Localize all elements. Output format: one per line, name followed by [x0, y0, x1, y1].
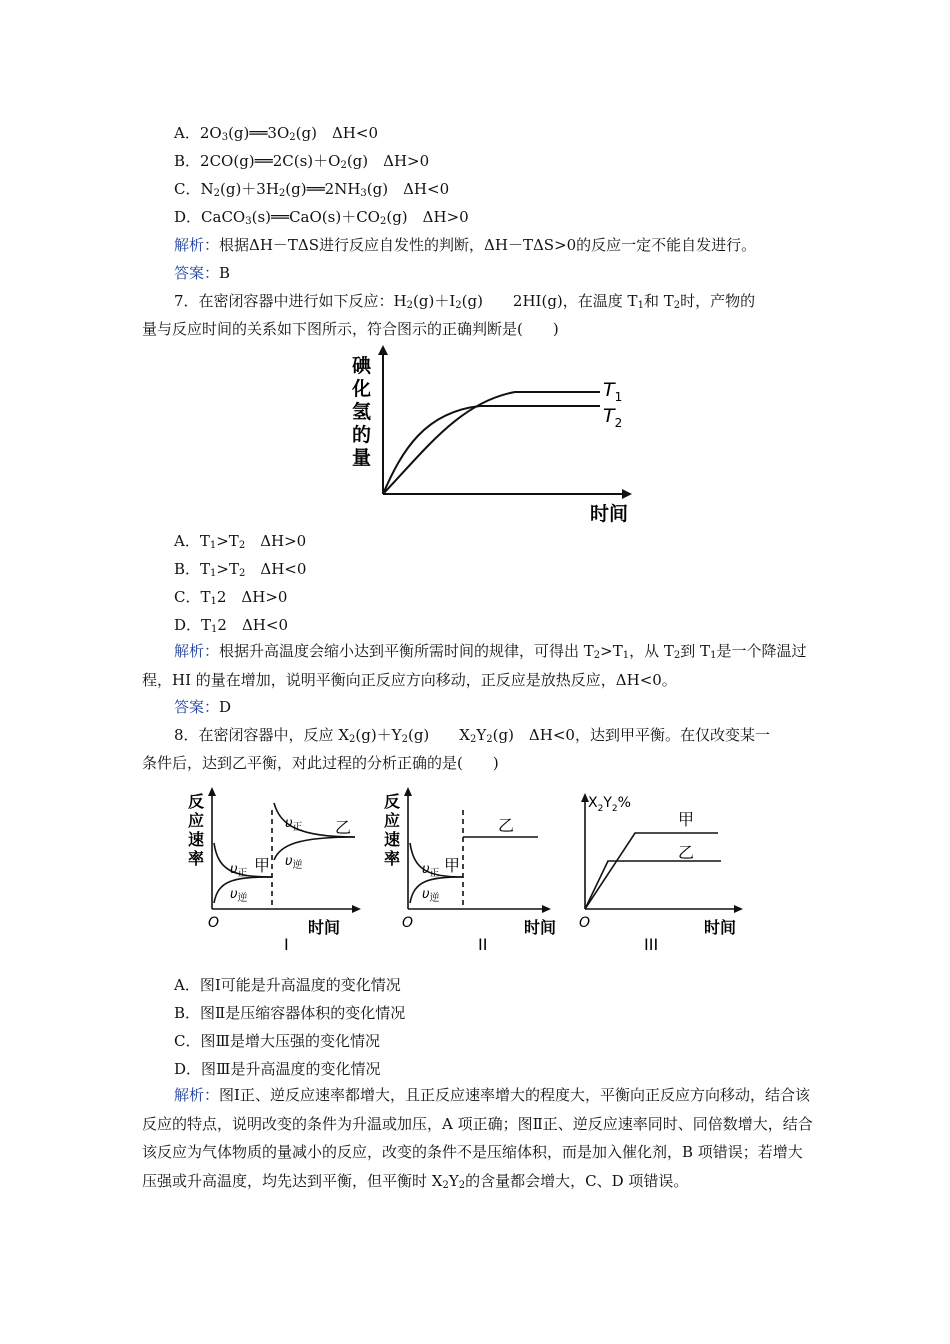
- q8-c1-roman: I: [284, 935, 289, 954]
- q8-c3-jia: 甲: [678, 810, 695, 829]
- q7-ylabel-3: 氢: [352, 401, 372, 423]
- q7-stem-line1: 7．在密闭容器中进行如下反应：$H_2(g)+I_2(g)$ 2HI(g)，在温度 $T_1$和 $T_2$时，产物的: [174, 292, 756, 311]
- q8-stem-line1: 8．在密闭容器中，反应 $X_2(g)+Y_2(g)$ $X_2Y_2(g)$ ΔH<0，达到甲平衡。在仅改变某一: [174, 726, 770, 745]
- q8-c2-yi: 乙: [498, 816, 515, 835]
- analysis-label: 解析：: [174, 236, 220, 254]
- q7-chart: [340, 340, 640, 528]
- q8-c3-roman: III: [644, 935, 659, 954]
- q8-c1-jia: 甲: [254, 856, 271, 875]
- q7-option-c: C．$T_12$ ΔH>0: [174, 588, 288, 607]
- q7-curve-t1: [383, 392, 600, 494]
- q8-c2-v-ni: $\upsilon_逆$: [422, 887, 440, 904]
- q8-c2-ylabel-4: 率: [384, 849, 401, 868]
- q8-c1-ylabel-3: 速: [188, 830, 205, 849]
- q7-label-t2: $T_2$: [603, 405, 623, 430]
- q8-analysis: 解析：图Ⅰ正、逆反应速率都增大，且正反应速率增大的程度大，平衡向正反应方向移动，结合该反应的特点，说明改变的条件为升温或加压，A 项正确；图Ⅱ正、逆反应速率同时、同倍数增大，结合该反应为气体物质的量减小的反应，改变的条件不是压缩体积，而是加入催化剂，B 项错误；若增大压强或升高温度，均先达到平衡，但平衡时 $X_2Y_2$的含量都会增大，C、D 项错误。: [142, 1086, 813, 1191]
- q7-stem-line2: 量与反应时间的关系如下图所示，符合图示的正确判断是( ): [142, 320, 559, 338]
- q7-option-b: B．$T_1>T_2$ ΔH<0: [174, 560, 307, 579]
- q8-c3-xlabel: 时间: [704, 918, 737, 937]
- q6-option-b: B．$2CO(g)══2C(s)+O_2(g)$ ΔH>0: [174, 152, 430, 171]
- q8-c2-roman: II: [478, 935, 488, 954]
- q6-option-a: A．$2O_3(g)══3O_2(g)$ ΔH<0: [174, 124, 378, 143]
- q8-c2-xlabel: 时间: [524, 918, 557, 937]
- q8-c2-origin: O: [402, 915, 414, 931]
- q7-option-d: D．$T_12$ ΔH<0: [174, 616, 288, 635]
- q7-ylabel-1: 碘: [352, 355, 372, 377]
- q8-c2-ylabel-3: 速: [384, 830, 401, 849]
- q8-c3-line-jia: [585, 833, 718, 909]
- q6-analysis: 解析：根据ΔH－TΔS进行反应自发性的判断，ΔH－TΔS>0的反应一定不能自发进行。: [174, 236, 757, 254]
- q8-c2-v-zheng: $\upsilon_正$: [422, 862, 440, 879]
- q8-c2-ylabel-2: 应: [384, 811, 401, 830]
- answer-label: 答案：: [174, 264, 220, 282]
- q8-option-b: B．图Ⅱ是压缩容器体积的变化情况: [174, 1004, 406, 1022]
- q8-option-c: C．图Ⅲ是增大压强的变化情况: [174, 1032, 380, 1050]
- q7-xlabel: 时间: [590, 503, 629, 525]
- q8-stem-line2: 条件后，达到乙平衡，对此过程的分析正确的是( ): [142, 754, 499, 772]
- q8-option-d: D．图Ⅲ是升高温度的变化情况: [174, 1060, 381, 1078]
- q7-curve-t2: [383, 406, 600, 494]
- q8-c3-origin: O: [579, 915, 591, 931]
- q8-c1-ylabel-2: 应: [188, 811, 205, 830]
- q8-c3-yi: 乙: [678, 843, 695, 862]
- q8-c1-v-ni: $\upsilon_逆$: [230, 887, 248, 904]
- q6-answer: 答案：B: [174, 264, 231, 282]
- q8-c1-yi: 乙: [335, 818, 352, 837]
- analysis-label: 解析：: [174, 1086, 220, 1104]
- q8-c1-v-zheng-2: $\upsilon_正$: [285, 816, 303, 833]
- analysis-label: 解析：: [174, 642, 220, 660]
- q8-c1-ylabel-4: 率: [188, 849, 205, 868]
- q6-option-c: C．$N_2(g)+3H_2(g)══2NH_3(g)$ ΔH<0: [174, 180, 450, 199]
- q8-c1-v-zheng: $\upsilon_正$: [230, 862, 248, 879]
- q8-c3-ylabel: $X_2Y_2\%$: [588, 795, 631, 814]
- q7-option-a: A．$T_1>T_2$ ΔH>0: [174, 532, 307, 551]
- q8-c1-xlabel: 时间: [308, 918, 341, 937]
- q8-charts: [180, 785, 760, 960]
- q8-c1-ylabel-1: 反: [188, 792, 205, 811]
- q7-ylabel-5: 量: [352, 447, 372, 469]
- answer-label: 答案：: [174, 698, 220, 716]
- q6-option-d: D．$CaCO_3(s)══CaO(s)+CO_2(g)$ ΔH>0: [174, 208, 469, 227]
- q8-c1-origin: O: [208, 915, 220, 931]
- q7-answer: 答案：D: [174, 698, 232, 716]
- q7-analysis: 解析：根据升高温度会缩小达到平衡所需时间的规律，可得出 $T_2>T_1$，从 $T_2$到 $T_1$是一个降温过程，HI 的量在增加，说明平衡向正反应方向移动，正反应是放热反应，ΔH<0。: [142, 642, 807, 689]
- q7-ylabel-2: 化: [352, 378, 372, 400]
- q8-c2-jia: 甲: [444, 856, 461, 875]
- q8-chart-3: [581, 793, 743, 913]
- q8-c2-ylabel-1: 反: [384, 792, 401, 811]
- q8-option-a: A．图Ⅰ可能是升高温度的变化情况: [174, 976, 401, 994]
- q8-c1-v-ni-2: $\upsilon_逆$: [285, 854, 303, 871]
- q7-ylabel-4: 的: [352, 424, 372, 446]
- q7-label-t1: $T_1$: [603, 379, 623, 404]
- q8-c3-line-yi: [585, 861, 721, 909]
